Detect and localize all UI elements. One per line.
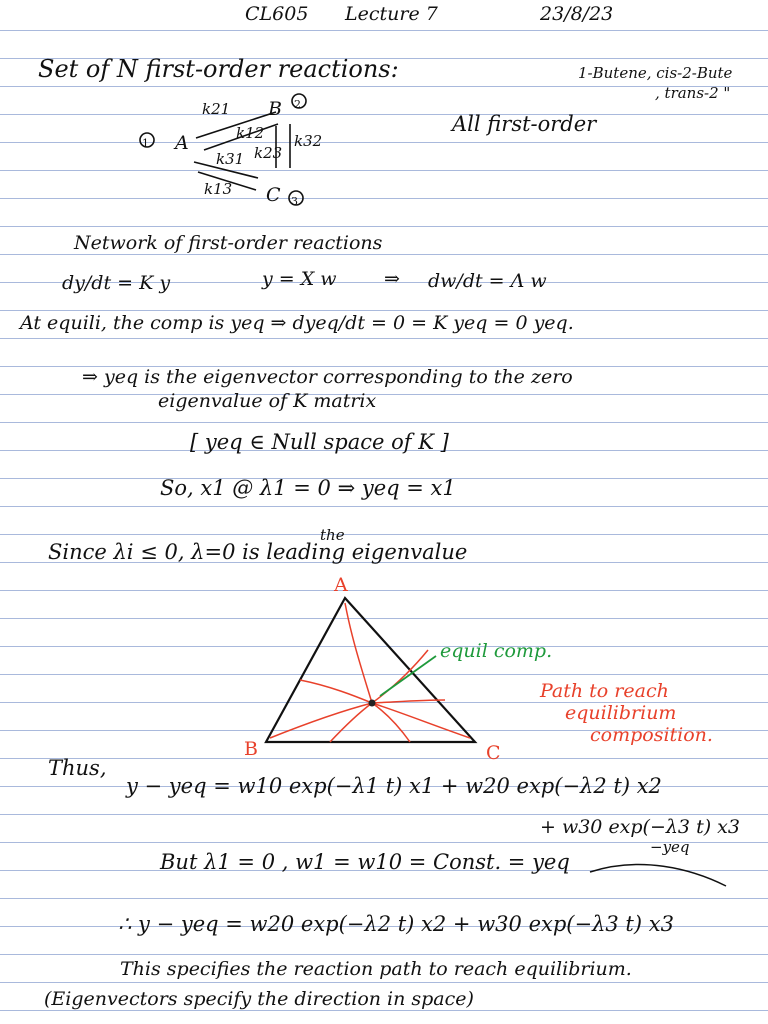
lecture-date: 23/8/23 bbox=[540, 3, 614, 25]
node-1-number: 1 bbox=[142, 137, 149, 150]
equation-dydt: dy/dt = K y bbox=[62, 272, 171, 294]
lecture-number: Lecture 7 bbox=[345, 3, 438, 25]
example-species-line2: , trans-2 " bbox=[655, 84, 731, 102]
equation-transform: y = X w bbox=[262, 268, 337, 290]
intro-title: Set of N first-order reactions: bbox=[38, 55, 399, 83]
solution-continuation: + w30 exp(−λ3 t) x3 bbox=[540, 816, 740, 838]
node-a: A bbox=[175, 132, 189, 154]
path-label-line2: equilibrium bbox=[565, 702, 677, 724]
node-b: B bbox=[268, 98, 282, 120]
vertex-a: A bbox=[334, 574, 348, 596]
annotation-curve-stroke bbox=[590, 865, 726, 886]
node-c: C bbox=[266, 184, 281, 206]
rate-k31: k31 bbox=[216, 150, 245, 168]
equilibrium-label: equil comp. bbox=[440, 640, 553, 662]
node-3-number: 3 bbox=[291, 195, 298, 208]
equation-arrow: ⇒ bbox=[384, 268, 400, 290]
rate-k21: k21 bbox=[202, 100, 231, 118]
eigenvector-direction-note: (Eigenvectors specify the direction in space) bbox=[44, 988, 474, 1010]
equilibrium-line: At equili, the comp is yeq ⇒ dyeq/dt = 0 = K yeq = 0 yeq. bbox=[20, 312, 574, 334]
null-space-statement: [ yeq ∈ Null space of K ] bbox=[190, 430, 449, 454]
but-line: But λ1 = 0 , w1 = w10 = Const. = yeq bbox=[160, 850, 570, 874]
all-first-order-note: All first-order bbox=[452, 112, 597, 136]
rate-k32: k32 bbox=[294, 132, 323, 150]
course-code: CL605 bbox=[245, 3, 309, 25]
thus-word: Thus, bbox=[48, 756, 107, 780]
therefore-line: ∴ y − yeq = w20 exp(−λ2 t) x2 + w30 exp(−λ3 t) x3 bbox=[118, 912, 674, 936]
path-label-line1: Path to reach bbox=[540, 680, 669, 702]
rate-k13: k13 bbox=[204, 180, 233, 198]
so-line: So, x1 @ λ1 = 0 ⇒ yeq = x1 bbox=[160, 476, 456, 500]
vertex-b: B bbox=[244, 738, 258, 760]
rate-k12: k12 bbox=[236, 124, 265, 142]
rate-k23: k23 bbox=[254, 144, 283, 162]
node-2-number: 2 bbox=[294, 98, 301, 111]
the-insertion: the bbox=[320, 526, 345, 544]
path-label-line3: composition. bbox=[590, 724, 713, 746]
example-species-line1: 1-Butene, cis-2-Bute bbox=[578, 64, 733, 82]
reaction-path-statement: This specifies the reaction path to reach equilibrium. bbox=[120, 958, 632, 980]
yeq-annotation: −yeq bbox=[650, 838, 690, 856]
equation-dwdt: dw/dt = Λ w bbox=[428, 270, 547, 292]
vertex-c: C bbox=[486, 742, 501, 764]
since-line: Since λi ≤ 0, λ=0 is leading eigenvalue bbox=[48, 540, 468, 564]
eigenvector-line-1: ⇒ yeq is the eigenvector corresponding to the zero bbox=[82, 366, 573, 388]
eigenvector-line-2: eigenvalue of K matrix bbox=[158, 390, 377, 412]
network-title: Network of first-order reactions bbox=[74, 232, 383, 254]
solution-equation: y − yeq = w10 exp(−λ1 t) x1 + w20 exp(−λ2 t) x2 bbox=[126, 774, 662, 798]
